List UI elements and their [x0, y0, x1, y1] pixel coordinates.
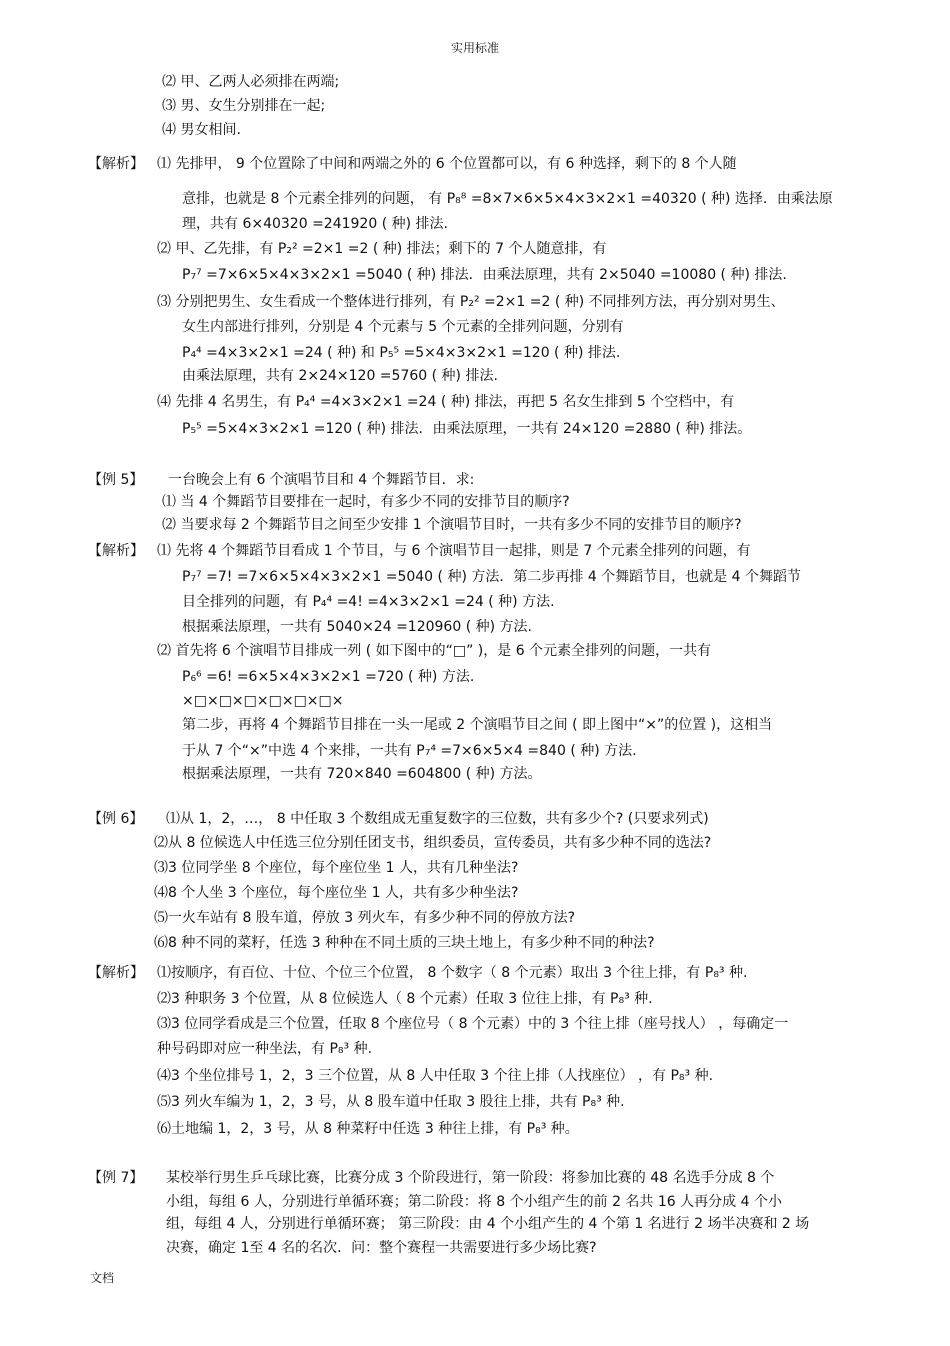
text-line: ⑶ 分别把男生、女生看成一个整体进行排列，有 P₂² =2×1 =2 ( 种) 不同排列方法，再分别对男生、 — [157, 294, 785, 310]
text-line: 于从 7 个“×”中选 4 个来排，一共有 P₇⁴ =7×6×5×4 =840 ( 种) 方法. — [182, 743, 637, 759]
text-line: ×□×□×□×□×□×□× — [182, 693, 344, 709]
text-line: ⑶3 位同学坐 8 个座位，每个座位坐 1 人，共有几种坐法? — [154, 860, 519, 876]
text-line: ⑴ 先排甲， 9 个位置除了中间和两端之外的 6 个位置都可以，有 6 种选择，剩下的 8 个人随 — [157, 156, 737, 172]
page-footer: 文档 — [90, 1271, 115, 1285]
text-line: 第二步，再将 4 个舞蹈节目排在一头一尾或 2 个演唱节目之间 ( 即上图中“×”的位置 )，这相当 — [182, 717, 773, 733]
text-line: 小组，每组 6 人，分别进行单循环赛；第二阶段：将 8 个小组产生的前 2 名共 16 人再分成 4 个小 — [166, 1194, 782, 1210]
text-line: ⑹土地编 1，2，3 号，从 8 种菜籽中任选 3 种往上排，有 P₈³ 种。 — [157, 1121, 579, 1137]
text-line: ⑵ 甲、乙两人必须排在两端; — [162, 74, 340, 90]
text-line: 一台晚会上有 6 个演唱节目和 4 个舞蹈节目．求: — [168, 472, 475, 488]
text-line: 理，共有 6×40320 =241920 ( 种) 排法. — [182, 216, 448, 232]
text-line: ⑸3 列火车编为 1，2，3 号，从 8 股车道中任取 3 股往上排，共有 P₈³ 种. — [157, 1094, 625, 1110]
text-line: ⑶ 男、女生分别排在一起; — [162, 98, 326, 114]
text-line: 【例 6】 — [88, 811, 144, 827]
text-line: ⑷ 先排 4 名男生，有 P₄⁴ =4×3×2×1 =24 ( 种) 排法，再把 5 名女生排到 5 个空档中，有 — [157, 394, 735, 410]
text-line: 组，每组 4 人，分别进行单循环赛； 第三阶段：由 4 个小组产生的 4 个第 1 名进行 2 场半决赛和 2 场 — [166, 1216, 810, 1232]
text-line: 某校举行男生乒乓球比赛，比赛分成 3 个阶段进行，第一阶段：将参加比赛的 48 名选手分成 8 个 — [166, 1170, 775, 1186]
text-line: 【解析】 — [88, 965, 144, 981]
text-line: ⑵ 甲、乙先排，有 P₂² =2×1 =2 ( 种) 排法；剩下的 7 个人随意排，有 — [157, 241, 607, 257]
page-header: 实用标准 — [450, 41, 499, 55]
text-line: 由乘法原理，共有 2×24×120 =5760 ( 种) 排法. — [182, 368, 498, 384]
text-line: ⑶3 位同学看成是三个位置，任取 8 个座位号（ 8 个元素）中的 3 个往上排（座号找人） ，每确定一 — [157, 1016, 789, 1032]
text-line: ⑵ 首先将 6 个演唱节目排成一列 ( 如下图中的“□” )，是 6 个元素全排列的问题，一共有 — [157, 643, 712, 659]
text-line: ⑵ 当要求每 2 个舞蹈节目之间至少安排 1 个演唱节目时，一共有多少不同的安排节目的顺序? — [162, 517, 742, 533]
text-line: ⑷ 男女相间. — [162, 122, 241, 138]
text-line: 种号码即对应一种坐法，有 P₈³ 种. — [157, 1041, 373, 1057]
text-line: ⑸一火车站有 8 股车道，停放 3 列火车，有多少种不同的停放方法? — [154, 910, 576, 926]
text-line: 【解析】 — [88, 543, 144, 559]
text-line: 女生内部进行排列，分别是 4 个元素与 5 个元素的全排列问题，分别有 — [182, 319, 624, 335]
text-line: ⑴ 当 4 个舞蹈节目要排在一起时，有多少不同的安排节目的顺序? — [162, 494, 570, 510]
text-line: ⑴ 先将 4 个舞蹈节目看成 1 个节目，与 6 个演唱节目一起排，则是 7 个元素全排列的问题，有 — [157, 543, 751, 559]
text-line: P₄⁴ =4×3×2×1 =24 ( 种) 和 P₅⁵ =5×4×3×2×1 =120 ( 种) 排法. — [182, 345, 621, 361]
text-line: ⑹8 种不同的菜籽，任选 3 种种在不同土质的三块土地上，有多少种不同的种法? — [154, 935, 655, 951]
text-line: 【例 5】 — [88, 472, 144, 488]
text-line: P₆⁶ =6! =6×5×4×3×2×1 =720 ( 种) 方法. — [182, 669, 475, 685]
text-line: ⑷3 个坐位排号 1，2，3 三个位置，从 8 人中任取 3 个往上排（人找座位） ，有 P₈³ 种. — [157, 1068, 714, 1084]
text-line: 目全排列的问题，有 P₄⁴ =4! =4×3×2×1 =24 ( 种) 方法. — [182, 594, 555, 610]
text-line: ⑴按顺序，有百位、十位、个位三个位置， 8 个数字（ 8 个元素）取出 3 个往上排，有 P₈³ 种. — [157, 965, 748, 981]
text-line: 意排，也就是 8 个元素全排列的问题， 有 P₈⁸ =8×7×6×5×4×3×2×1 =40320 ( 种) 选择．由乘法原 — [182, 191, 833, 207]
text-line: ⑵3 种职务 3 个位置，从 8 位候选人（ 8 个元素）任取 3 位往上排，有 P₈³ 种. — [157, 991, 653, 1007]
text-line: P₇⁷ =7! =7×6×5×4×3×2×1 =5040 ( 种) 方法．第二步再排 4 个舞蹈节目，也就是 4 个舞蹈节 — [182, 569, 801, 585]
text-line: 根据乘法原理，一共有 720×840 =604800 ( 种) 方法。 — [182, 766, 542, 782]
text-line: 决赛，确定 1至 4 名的名次．问：整个赛程一共需要进行多少场比赛? — [166, 1240, 597, 1256]
text-line: 【例 7】 — [88, 1170, 144, 1186]
text-line: ⑵从 8 位候选人中任选三位分别任团支书，组织委员，宣传委员，共有多少种不同的选法? — [154, 835, 712, 851]
text-line: P₅⁵ =5×4×3×2×1 =120 ( 种) 排法．由乘法原理，一共有 24×120 =2880 ( 种) 排法。 — [182, 421, 752, 437]
text-line: 根据乘法原理，一共有 5040×24 =120960 ( 种) 方法. — [182, 619, 532, 635]
text-line: 【解析】 — [88, 156, 144, 172]
text-line: P₇⁷ =7×6×5×4×3×2×1 =5040 ( 种) 排法．由乘法原理，共有 2×5040 =10080 ( 种) 排法. — [182, 267, 787, 283]
text-line: ⑴从 1，2，…， 8 中任取 3 个数组成无重复数字的三位数，共有多少个? (只要求列式) — [166, 811, 709, 827]
text-line: ⑷8 个人坐 3 个座位，每个座位坐 1 人，共有多少种坐法? — [154, 885, 519, 901]
